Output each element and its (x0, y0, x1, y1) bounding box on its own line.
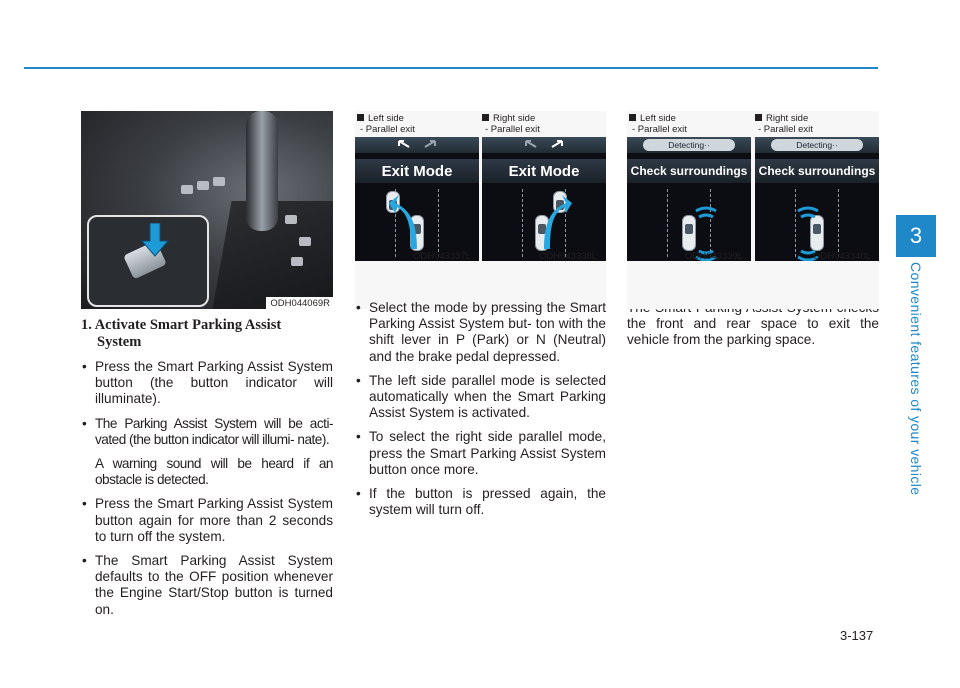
press-arrow-icon (141, 223, 169, 257)
list-item (81, 553, 333, 618)
figure-console-photo (81, 111, 333, 309)
screen-exit-left (355, 137, 479, 261)
caption-line-2: - Parallel exit (632, 124, 687, 135)
screen-title: Exit Mode (482, 159, 606, 183)
bullet-text: If the button is pressed again, the system will turn off. (369, 486, 606, 518)
check-surroundings-text: the front and rear space to exit the vehicle from the parking space. (627, 316, 879, 348)
console-photo (81, 111, 333, 309)
chapter-tab (896, 215, 936, 257)
bullet-text: Press the Smart Parking Assist System button (the button indicator will illuminate). (95, 359, 333, 407)
screen-check-left (627, 137, 751, 261)
exit-direction-icon (395, 139, 439, 151)
curved-exit-arrow-icon (532, 191, 572, 251)
shift-lever (246, 111, 278, 231)
bullet-text: Press the Smart Parking Assist System button again for more than 2 seconds to turn off the system. (95, 496, 333, 544)
caption-right (755, 113, 813, 135)
caption-line-1: Right side (766, 113, 809, 124)
list-item (355, 429, 606, 478)
list-item (81, 359, 333, 408)
caption-line-2: - Parallel exit (360, 124, 415, 135)
figure-code-left: ODH043339L (685, 251, 744, 262)
screen-title: Check surroundings (755, 159, 879, 183)
bullet-text: The Parking Assist System will be acti- vated (the button indicator will illumi- nate). (95, 415, 333, 447)
figure-code-right: ODH043338L (539, 251, 598, 262)
list-item (81, 416, 333, 489)
chapter-title-rail (896, 262, 936, 496)
screen-check-right (755, 137, 879, 261)
page-number: 3-137 (840, 628, 874, 643)
chapter-number: 3 (909, 223, 923, 248)
column-activate (81, 111, 333, 626)
caption-square-icon (357, 114, 364, 121)
caption-square-icon (755, 114, 762, 121)
activate-steps (81, 359, 333, 618)
caption-left (629, 113, 687, 135)
button-closeup-inset (87, 215, 209, 307)
heading-line-2: System (97, 334, 142, 350)
bullet-text: To select the right side parallel mode, press the Smart Parking Assist System button once more. (369, 429, 606, 477)
caption-right (482, 113, 540, 135)
list-item (355, 486, 606, 518)
bullet-subtext: A warning sound will be heard if an obstacle is detected. (95, 456, 333, 488)
column-check-surroundings (627, 111, 879, 349)
detecting-banner: Detecting·· (643, 139, 735, 151)
caption-square-icon (482, 114, 489, 121)
caption-line-2: - Parallel exit (758, 124, 813, 135)
caption-line-1: Right side (493, 113, 536, 124)
heading-line-1: 1. Activate Smart Parking Assist (81, 317, 282, 333)
caption-line-1: Left side (368, 113, 404, 124)
bullet-text: Select the mode by pressing the Smart Parking Assist System but- ton with the shift lever in P (Park) or N (Neutral) and the brake pedal depressed. (369, 300, 606, 364)
exit-direction-icon (522, 139, 566, 151)
curved-exit-arrow-icon (389, 191, 429, 251)
figure-code: ODH044069R (266, 297, 333, 309)
figure-code-left: ODH043337L (413, 251, 472, 262)
exit-mode-steps (355, 300, 606, 518)
screen-title: Exit Mode (355, 159, 479, 183)
figure-code-right: ODH043340L (813, 251, 872, 262)
caption-line-2: - Parallel exit (485, 124, 540, 135)
column-exit-mode (355, 111, 606, 526)
screen-title: Check surroundings (627, 159, 751, 183)
caption-line-1: Left side (640, 113, 676, 124)
screen-exit-right (482, 137, 606, 261)
bullet-text: The left side parallel mode is selected automatically when the Smart Parking Assist System is activated. (369, 372, 606, 421)
caption-left (357, 113, 415, 135)
list-item (355, 373, 606, 422)
top-rule (24, 67, 878, 69)
chapter-title: Convenient features of your vehicle (908, 262, 924, 496)
caption-square-icon (629, 114, 636, 121)
section-heading-activate (81, 317, 333, 351)
list-item (355, 300, 606, 365)
figure-exit-mode (355, 111, 606, 309)
figure-check-surroundings (627, 111, 879, 309)
detecting-banner: Detecting·· (771, 139, 863, 151)
bullet-text: The Smart Parking Assist System defaults to the OFF position whenever the Engine Start/Stop button is turned on. (95, 553, 333, 617)
list-item (81, 496, 333, 545)
